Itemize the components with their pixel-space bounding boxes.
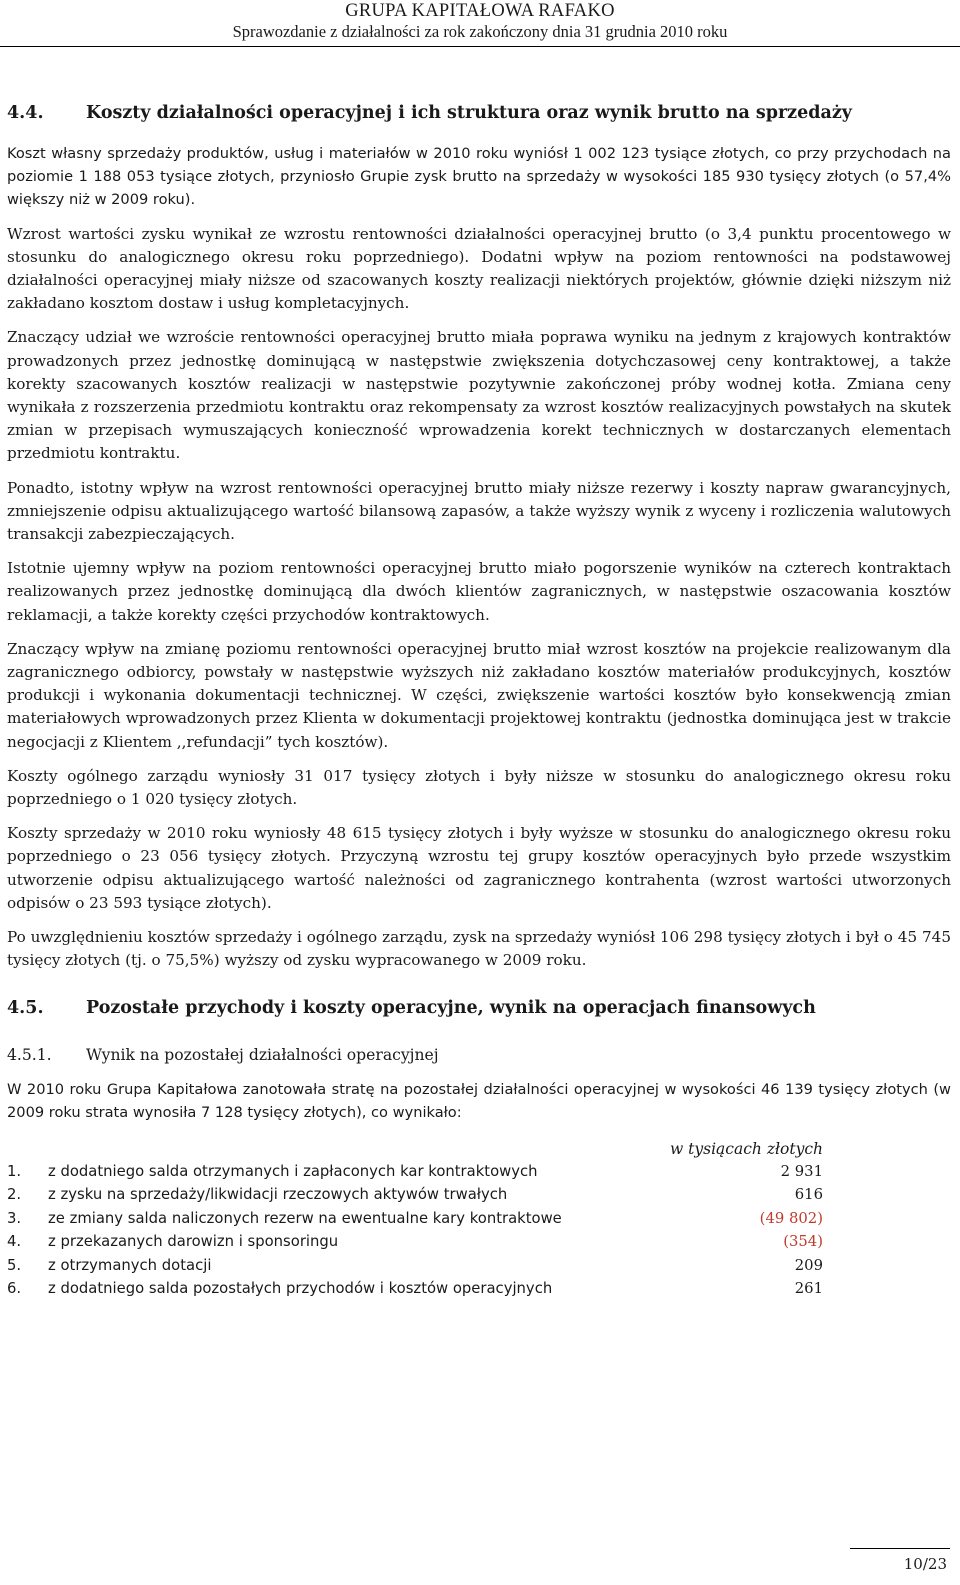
section-number: 4.5. [7,997,44,1018]
item-label: z dodatniego salda pozostałych przychodów i kosztów operacyjnych [48,1280,553,1298]
item-value: 209 [794,1256,823,1274]
table-row [7,1230,823,1254]
item-value: 2 931 [780,1162,823,1180]
item-label: z dodatniego salda otrzymanych i zapłaconych kar kontraktowych [48,1162,538,1180]
items-table [7,1160,823,1301]
paragraph: Znaczący wpływ na zmianę poziomu rentowności operacyjnej brutto miał wzrost kosztów na projekcie realizowanym dla zagranicznego odbiorcy, powstały w następstwie wyższych niż zakładano kosztów materiałów produkcyjnych, kosztów produkcji i wykonania dokumentacji technicznej. W części, zwiększenie wartości kosztów było konsekwencją zmian materiałowych wprowadzonych przez Klienta w dokumentacji projektowej kontraktu (jednostka dominująca jest w trakcie negocjacji z Klientem ,,refundacji” tych kosztów). [7,639,951,751]
paragraph: W 2010 roku Grupa Kapitałowa zanotowała stratę na pozostałej działalności operacyjnej w wysokości 46 139 tysięcy złotych (w 2009 roku strata wynosiła 7 128 tysięcy złotych), co wynikało: [7,1080,951,1121]
section-title: Koszty działalności operacyjnej i ich struktura oraz wynik brutto na sprzedaży [86,103,852,123]
paragraph: Znaczący udział we wzroście rentowności operacyjnej brutto miała poprawa wyniku na jednym z krajowych kontraktów prowadzonych przez jednostkę dominującą w następstwie zwiększenia dotychczasowej ceny kontraktowej, a także korekty szacowanych kosztów realizacji w następstwie pozytywnie zakończonej próby wodnej kotła. Zmiana ceny wynikała z rozszerzenia przedmiotu kontraktu oraz rekompensaty za wzrost kosztów realizacyjnych powstałych na skutek zmian w przepisach wymuszających konieczność wprowadzenia korekt technicznych w dostarczanych elementach przedmiotu kontraktu. [7,328,951,463]
paragraph: Istotnie ujemny wpływ na poziom rentowności operacyjnej brutto miało pogorszenie wyników na czterech kontraktach realizowanych przez jednostkę dominującą dla dwóch klientów zagranicznych, w następstwie oszacowania kosztów reklamacji, a także korekty części przychodów kontraktowych. [7,559,951,624]
table-row [7,1183,823,1207]
item-value: 261 [794,1280,823,1298]
item-number: 3. [7,1209,22,1227]
section-heading-4-4 [7,102,951,124]
item-label: ze zmiany salda naliczonych rezerw na ewentualne kary kontraktowe [48,1209,562,1227]
subsection-heading-4-5-1 [7,1044,951,1066]
item-value: (49 802) [759,1209,823,1227]
section-number: 4.4. [7,103,44,123]
table-row [7,1160,823,1184]
section-heading-4-5 [7,997,951,1019]
section-title: Pozostałe przychody i koszty operacyjne, wynik na operacjach finansowych [86,997,816,1018]
item-value: (354) [783,1233,823,1251]
item-label: z otrzymanych dotacji [48,1256,212,1274]
document-body [7,102,951,1301]
table-row [7,1254,823,1278]
paragraph: Po uwzględnieniu kosztów sprzedaży i ogólnego zarządu, zysk na sprzedaży wyniósł 106 298 tysięcy złotych i był o 45 745 tysięcy złotych (tj. o 75,5%) wyższy od zysku wypracowanego w 2009 roku. [7,928,951,970]
paragraph: Ponadto, istotny wpływ na wzrost rentowności operacyjnej brutto miały niższe rezerwy i koszty napraw gwarancyjnych, zmniejszenie odpisu aktualizującego wartość bilansową zapasów, a także wyższy wynik z wyceny i rozliczenia walutowych transakcji zabezpieczających. [7,478,951,544]
report-subtitle: Sprawozdanie z działalności za rok zakończony dnia 31 grudnia 2010 roku [232,22,728,41]
subsection-title: Wynik na pozostałej działalności operacyjnej [86,1045,439,1064]
header-divider [0,46,960,47]
item-number: 2. [7,1186,22,1204]
table-row [7,1207,823,1231]
page-number: 10/23 [903,1555,947,1573]
paragraph: Koszt własny sprzedaży produktów, usług i materiałów w 2010 roku wyniósł 1 002 123 tysiące złotych, co przy przychodach na poziomie 1 188 053 tysiące złotych, przyniosło Grupie zysk brutto na sprzedaży w wysokości 185 930 tysięcy złotych (o 57,4% większy niż w 2009 roku). [7,145,951,209]
table-row [7,1277,823,1301]
item-number: 6. [7,1280,22,1298]
paragraph: Wzrost wartości zysku wynikał ze wzrostu rentowności działalności operacyjnej brutto (o 3,4 punktu procentowego w stosunku do analogicznego okresu roku poprzedniego). Dodatni wpływ na poziom rentowności na podstawowej działalności operacyjnej miały niższe od szacowanych koszty realizacji niektórych projektów, głównie dzięki niższym niż zakładano kosztom dostaw i usług kompletacyjnych. [7,224,951,313]
subsection-number: 4.5.1. [7,1045,52,1064]
item-label: z przekazanych darowizn i sponsoringu [48,1233,339,1251]
footer-divider [850,1548,950,1549]
company-name: GRUPA KAPITAŁOWA RAFAKO [345,1,615,21]
item-value: 616 [794,1186,823,1204]
item-number: 5. [7,1256,22,1274]
paragraph: Koszty ogólnego zarządu wyniosły 31 017 tysięcy złotych i były niższe w stosunku do analogicznego okresu roku poprzedniego o 1 020 tysięcy złotych. [7,766,951,809]
item-number: 4. [7,1233,22,1251]
item-label: z zysku na sprzedaży/likwidacji rzeczowych aktywów trwałych [48,1186,508,1204]
page-header [0,0,960,42]
unit-label: w tysiącach złotych [669,1139,823,1158]
paragraph: Koszty sprzedaży w 2010 roku wyniosły 48 615 tysięcy złotych i były wyższe w stosunku do analogicznego okresu roku poprzedniego o 23 056 tysięcy złotych. Przyczyną wzrostu tej grupy kosztów operacyjnych było przede wszystkim utworzenie odpisu aktualizującego wartość należności od zagranicznego kontrahenta (wzrost wartości utworzonych odpisów o 23 593 tysiące złotych). [7,824,951,912]
item-number: 1. [7,1162,22,1180]
